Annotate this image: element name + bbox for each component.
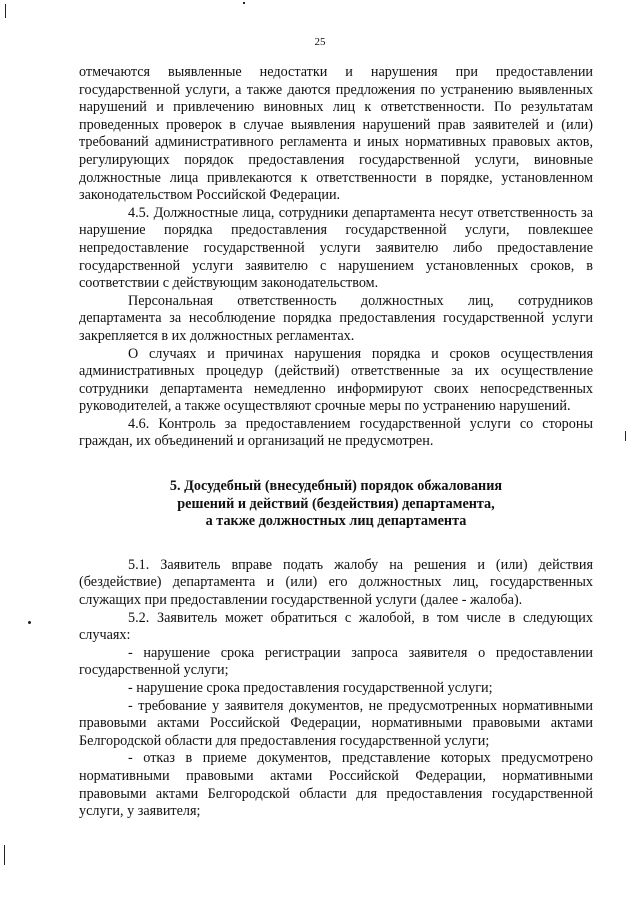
paragraph-5-2: 5.2. Заявитель может обратиться с жалобой, в том числе в следующих случаях: [79,609,593,644]
scan-mark-dot [28,621,31,624]
paragraph-personal-responsibility: Персональная ответственность должностных лиц, сотрудников департамента за несоблюдение порядка предоставления государственной услуги закрепляется в их должностных регламентах. [79,292,593,344]
list-item: - нарушение срока предоставления государственной услуги; [128,680,493,696]
list-item: - требование у заявителя документов, не предусмотренных нормативными правовыми актами Российской Федерации, нормативными правовыми актами Белгородской области для предоставления государственной услуги; [79,697,593,749]
paragraph-4-5: 4.5. Должностные лица, сотрудники департамента несут ответственность за нарушение порядка предоставления государственной услуги, повлекшее непредоставление государственной услуги заявителю либо предоставление государственной услуги заявителю с нарушением установленных сроков, в соответствии с действующим законодательством. [79,204,593,292]
paragraph-continuation: отмечаются выявленные недостатки и нарушения при предоставлении государственной услуги, а также даются предложения по устранению выявленных нарушений и привлечению виновных лиц к ответственности. По результатам проведенных проверок в случае выявления нарушений прав заявителей и (или) требований административного регламента и иных нормативных правовых актов, регулирующих порядок предоставления государственной услуги, виновные должностные лица привлекаются к ответственности в порядке, установленном законодательством Российской Федерации. [79,64,593,204]
scan-mark-right [625,431,626,441]
document-body [79,64,593,821]
scan-mark-left [4,845,5,865]
list-item: - отказ в приеме документов, представление которых предусмотрено нормативными правовыми актами Российской Федерации, нормативными правовыми актами Белгородской области для предоставления государственной услуги, у заявителя; [79,750,593,820]
paragraph-5-1: 5.1. Заявитель вправе подать жалобу на решения и (или) действия (бездействие) департамента и (или) его должностных лиц, государственных служащих при предоставлении государственной услуги (далее - жалоба). [79,556,593,609]
list-item: - нарушение срока регистрации запроса заявителя о предоставлении государственной услуги; [79,644,593,679]
section-5-heading [79,478,593,531]
scan-mark-top-left [5,4,6,18]
paragraph-violations-notice: О случаях и причинах нарушения порядка и сроков осуществления административных процедур (действий) ответственные за их осуществление сотрудники департамента немедленно информируют своих непосредственных руководителей, а также осуществляют срочные меры по устранению нарушений. [79,345,593,415]
section-heading-line: 5. Досудебный (внесудебный) порядок обжалования [169,478,503,495]
section-heading-line: решений и действий (бездействия) департамента, [177,495,495,512]
paragraph-4-6: 4.6. Контроль за предоставлением государственной услуги со стороны граждан, их объединений и организаций не предусмотрен. [79,415,593,450]
section-heading-line: а также должностных лиц департамента [205,513,467,530]
scan-mark-top [243,2,245,4]
page-number: 25 [314,36,326,48]
